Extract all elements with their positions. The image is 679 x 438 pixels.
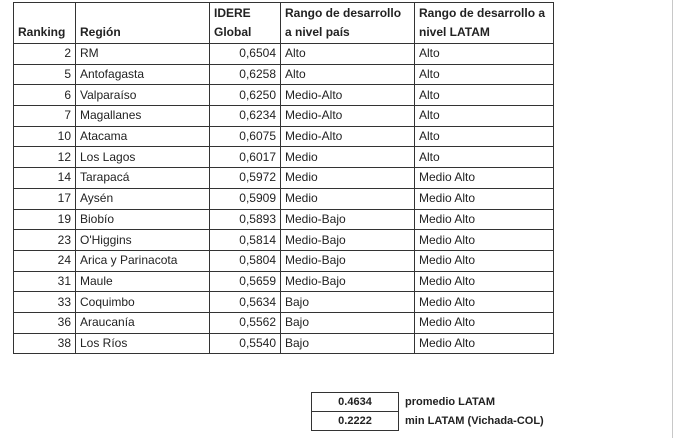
cell-rango-latam: Alto <box>415 126 554 147</box>
table-row <box>14 333 554 354</box>
table-row <box>14 168 554 189</box>
summary-value: 0.2222 <box>312 412 399 431</box>
cell-idere: 0,5814 <box>210 230 281 251</box>
cell-rango-pais: Bajo <box>281 333 415 354</box>
table-row <box>14 209 554 230</box>
cell-region: Araucanía <box>76 312 210 333</box>
header-region-label: Región <box>80 25 121 39</box>
page-edge-divider <box>672 0 673 438</box>
cell-rango-pais: Medio-Alto <box>281 106 415 127</box>
table-row <box>14 44 554 65</box>
cell-region: Biobío <box>76 209 210 230</box>
cell-ranking: 24 <box>14 250 76 271</box>
table-body <box>14 44 554 354</box>
cell-region: Arica y Parinacota <box>76 250 210 271</box>
cell-ranking: 38 <box>14 333 76 354</box>
cell-rango-pais: Medio-Alto <box>281 126 415 147</box>
cell-rango-latam: Medio Alto <box>415 292 554 313</box>
cell-ranking: 12 <box>14 147 76 168</box>
cell-ranking: 31 <box>14 271 76 292</box>
table-row <box>14 106 554 127</box>
cell-ranking: 2 <box>14 44 76 65</box>
cell-rango-latam: Medio Alto <box>415 230 554 251</box>
header-ranking <box>14 3 76 44</box>
header-rango-pais <box>281 3 415 44</box>
cell-idere: 0,6075 <box>210 126 281 147</box>
header-idere-line1: IDERE <box>214 6 251 20</box>
table-row <box>14 292 554 313</box>
cell-rango-latam: Alto <box>415 147 554 168</box>
summary-label: promedio LATAM <box>405 396 496 408</box>
cell-idere: 0,5634 <box>210 292 281 313</box>
cell-rango-pais: Medio-Alto <box>281 85 415 106</box>
cell-rango-latam: Alto <box>415 64 554 85</box>
latam-summary-table <box>311 392 548 431</box>
cell-rango-latam: Alto <box>415 85 554 106</box>
cell-rango-latam: Alto <box>415 106 554 127</box>
table-row <box>14 271 554 292</box>
summary-row <box>312 412 548 431</box>
cell-idere: 0,5893 <box>210 209 281 230</box>
cell-ranking: 23 <box>14 230 76 251</box>
table-row <box>14 147 554 168</box>
header-rango-latam <box>415 3 554 44</box>
cell-rango-pais: Alto <box>281 44 415 65</box>
table-row <box>14 312 554 333</box>
table-row <box>14 230 554 251</box>
cell-region: RM <box>76 44 210 65</box>
cell-idere: 0,6017 <box>210 147 281 168</box>
header-latam-line1: Rango de desarrollo a <box>419 6 546 20</box>
summary-row <box>312 393 548 412</box>
cell-region: Magallanes <box>76 106 210 127</box>
cell-idere: 0,5659 <box>210 271 281 292</box>
cell-idere: 0,5540 <box>210 333 281 354</box>
cell-ranking: 36 <box>14 312 76 333</box>
cell-region: Maule <box>76 271 210 292</box>
header-pais-line1: Rango de desarrollo <box>285 6 402 20</box>
cell-idere: 0,5562 <box>210 312 281 333</box>
header-latam-line2: nivel LATAM <box>419 25 490 39</box>
cell-ranking: 5 <box>14 64 76 85</box>
cell-idere: 0,6250 <box>210 85 281 106</box>
cell-rango-latam: Medio Alto <box>415 333 554 354</box>
summary-label: min LATAM (Vichada-COL) <box>405 415 544 427</box>
header-region <box>76 3 210 44</box>
cell-rango-pais: Medio-Bajo <box>281 271 415 292</box>
cell-rango-pais: Medio-Bajo <box>281 230 415 251</box>
cell-rango-latam: Medio Alto <box>415 250 554 271</box>
header-idere-line2: Global <box>214 25 252 39</box>
cell-rango-latam: Medio Alto <box>415 209 554 230</box>
header-pais-line2: a nivel país <box>285 25 350 39</box>
cell-ranking: 17 <box>14 188 76 209</box>
idere-ranking-table <box>13 2 554 354</box>
cell-rango-pais: Medio <box>281 147 415 168</box>
cell-ranking: 14 <box>14 168 76 189</box>
cell-idere: 0,6258 <box>210 64 281 85</box>
cell-rango-pais: Medio <box>281 168 415 189</box>
cell-ranking: 7 <box>14 106 76 127</box>
table-row <box>14 188 554 209</box>
cell-region: Atacama <box>76 126 210 147</box>
table-header-row <box>14 3 554 44</box>
table-row <box>14 85 554 106</box>
cell-region: Aysén <box>76 188 210 209</box>
table-row <box>14 250 554 271</box>
cell-rango-pais: Bajo <box>281 292 415 313</box>
cell-region: O'Higgins <box>76 230 210 251</box>
cell-region: Coquimbo <box>76 292 210 313</box>
table-row <box>14 126 554 147</box>
cell-rango-latam: Medio Alto <box>415 312 554 333</box>
cell-rango-pais: Medio-Bajo <box>281 209 415 230</box>
summary-value: 0.4634 <box>312 393 399 412</box>
header-ranking-label: Ranking <box>18 25 66 39</box>
cell-region: Los Ríos <box>76 333 210 354</box>
cell-rango-pais: Alto <box>281 64 415 85</box>
cell-rango-latam: Alto <box>415 44 554 65</box>
cell-region: Valparaíso <box>76 85 210 106</box>
cell-rango-pais: Medio-Bajo <box>281 250 415 271</box>
cell-idere: 0,6234 <box>210 106 281 127</box>
summary-body <box>312 393 548 431</box>
cell-ranking: 33 <box>14 292 76 313</box>
header-idere <box>210 3 281 44</box>
cell-region: Antofagasta <box>76 64 210 85</box>
cell-rango-latam: Medio Alto <box>415 271 554 292</box>
cell-ranking: 19 <box>14 209 76 230</box>
cell-rango-pais: Medio <box>281 188 415 209</box>
cell-region: Los Lagos <box>76 147 210 168</box>
cell-ranking: 10 <box>14 126 76 147</box>
cell-idere: 0,5909 <box>210 188 281 209</box>
cell-idere: 0,6504 <box>210 44 281 65</box>
cell-region: Tarapacá <box>76 168 210 189</box>
cell-idere: 0,5972 <box>210 168 281 189</box>
table-row <box>14 64 554 85</box>
cell-ranking: 6 <box>14 85 76 106</box>
cell-idere: 0,5804 <box>210 250 281 271</box>
cell-rango-latam: Medio Alto <box>415 168 554 189</box>
cell-rango-pais: Bajo <box>281 312 415 333</box>
cell-rango-latam: Medio Alto <box>415 188 554 209</box>
